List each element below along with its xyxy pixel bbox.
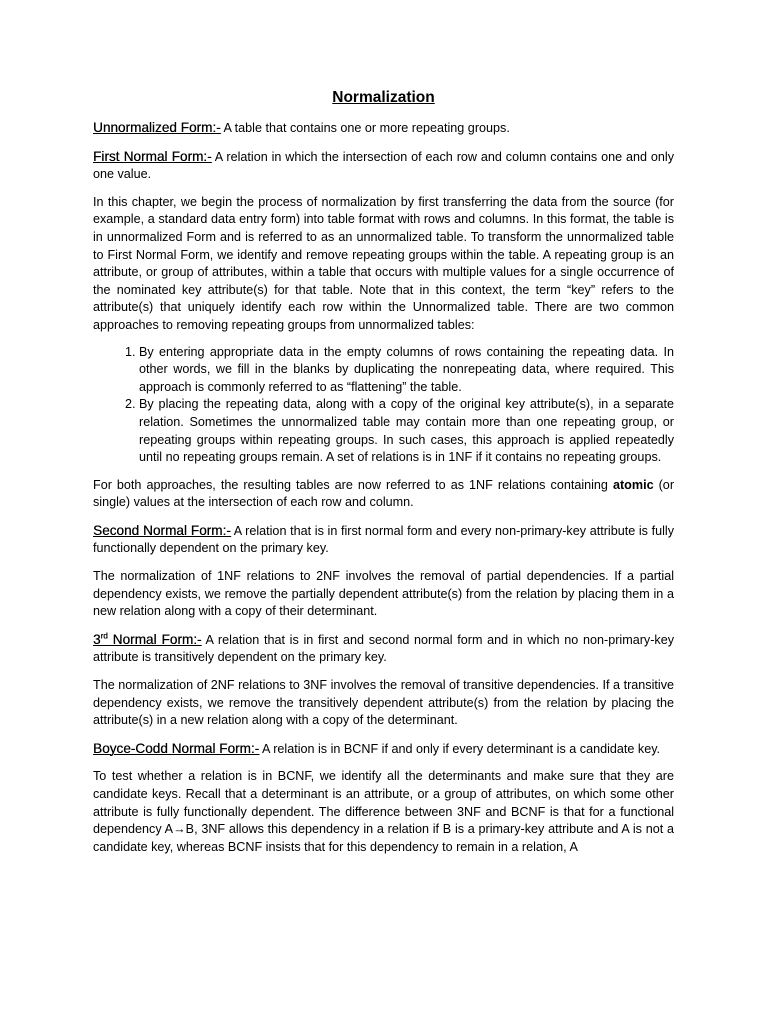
both-approaches-before: For both approaches, the resulting tables are now referred to as 1NF relations containing (93, 477, 613, 492)
third-normal-form-term-number: 3 (93, 631, 101, 647)
bcnf-definition (93, 740, 674, 759)
second-normal-form-definition (93, 522, 674, 558)
bcnf-term: Boyce-Codd Normal Form:- (93, 740, 260, 756)
first-normal-form-term: First Normal Form:- (93, 148, 212, 164)
unnormalized-form-term: Unnormalized Form:- (93, 120, 221, 135)
third-normal-form-term-rest: Normal Form:- (107, 631, 202, 647)
second-normal-form-text: A relation that is in first normal form and every non-primary-key attribute is fully functionally dependent on the primary key. (93, 523, 675, 556)
second-normal-form-term: Second Normal Form:- (93, 522, 231, 538)
third-normal-form-term-sup: rd (100, 631, 108, 641)
first-normal-form-text: A relation in which the intersection of each row and column contains one and only one value. (93, 149, 674, 182)
list-item: 1. By entering appropriate data in the empty columns of rows containing the repeating data. In other words, we fill in the blanks by duplicating the nonrepeating data, where required. This approach is commonly referred to as “flattening” the table. (139, 344, 674, 397)
page-title: Normalization (332, 89, 435, 106)
atomic-bold: atomic (612, 477, 654, 492)
third-normal-form-term (93, 632, 202, 647)
first-normal-form-definition (93, 148, 674, 184)
third-normal-form-definition (93, 631, 674, 667)
both-approaches-paragraph (93, 477, 674, 512)
third-normal-form-text: A relation that is in first and second normal form and in which no non-primary-key attribute is transitively dependent on the primary key. (93, 632, 674, 665)
intro-paragraph: In this chapter, we begin the process of normalization by first transferring the data from the source (for example, a standard data entry form) into table format with rows and columns. In this format, the table is in unnormalized Form and is referred to as an unnormalized table. To transform the unnormalized table to First Normal Form, we identify and remove repeating groups within the table. A repeating group is an attribute, or group of attributes, within a table that occurs with multiple values for a single occurrence of the nominated key attribute(s) for that table. Note that in this context, the term “key” refers to the attribute(s) that uniquely identify each row within the Unnormalized table. There are two common approaches to removing repeating groups from unnormalized tables: (93, 194, 674, 332)
approaches-list (93, 344, 674, 467)
bcnf-explanation: To test whether a relation is in BCNF, we identify all the determinants and make sure that they are candidate keys. Recall that a determinant is an attribute, or a group of attributes, on which some other attribute is fully functionally dependent. The difference between 3NF and BCNF is that for a functional dependency A→B, 3NF allows this dependency in a relation if B is a primary-key attribute and A is not a candidate key, whereas BCNF insists that for this dependency to remain in a relation, A (93, 769, 674, 854)
unnormalized-form-definition (93, 119, 674, 138)
list-item: 2. By placing the repeating data, along with a copy of the original key attribute(s), in a separate relation. Sometimes the unnormalized table may contain more than one repeating group, or repeating groups within repeating groups. In such cases, this approach is applied repeatedly until no repeating groups remain. A set of relations is in 1NF if it contains no repeating groups. (139, 396, 674, 466)
third-normal-form-explanation: The normalization of 2NF relations to 3NF involves the removal of transitive dependencies. If a transitive dependency exists, we remove the transitively dependent attribute(s) from the relation by placing the attribute(s) in a new relation along with a copy of the determinant. (93, 678, 674, 728)
unnormalized-form-text: A table that contains one or more repeating groups. (220, 121, 510, 135)
both-approaches-after: (or single) values at the intersection of each row and column. (93, 477, 675, 510)
bcnf-text: A relation is in BCNF if and only if every determinant is a candidate key. (259, 741, 661, 756)
second-normal-form-explanation: The normalization of 1NF relations to 2NF involves the removal of partial dependencies. If a partial dependency exists, we remove the partially dependent attribute(s) from the relation by placing them in a new relation along with a copy of their determinant. (93, 569, 674, 619)
